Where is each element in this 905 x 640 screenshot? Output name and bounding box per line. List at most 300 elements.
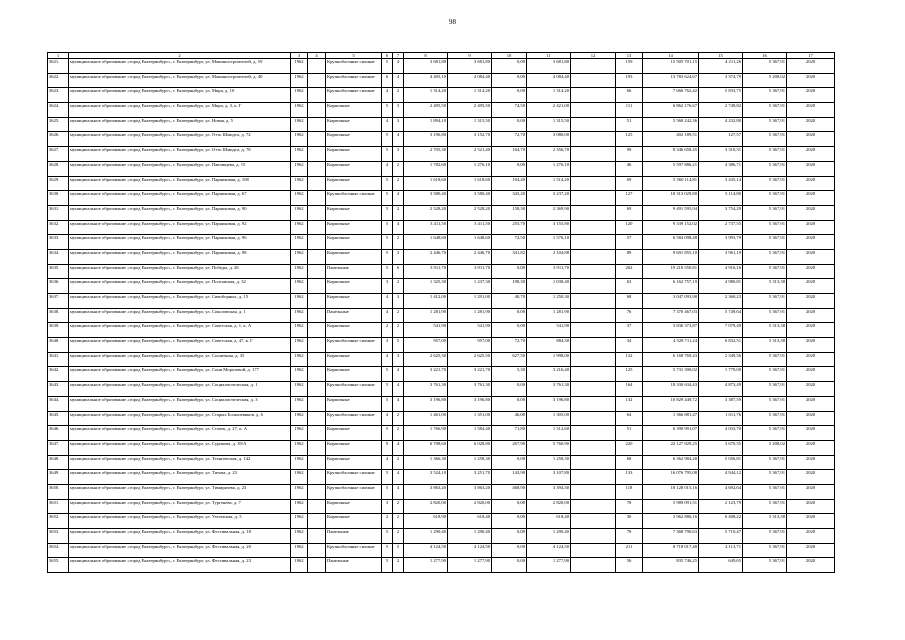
- row-number: 3627.: [48, 147, 69, 162]
- repair-cost-cell: 3 836 373,87: [643, 323, 699, 338]
- empty-cell: [308, 499, 326, 514]
- year-built-cell: 1962: [291, 88, 308, 103]
- unit-cost-cell: 4 232,80: [699, 117, 743, 132]
- wall-material-cell: Кирпичные: [326, 147, 382, 162]
- address-cell: муниципальное образование «город Екатеринбург», г. Екатеринбург, ул. Павлищева, д. 15: [69, 161, 291, 176]
- living-area-cell: 1 276,10: [448, 161, 492, 176]
- plan-year-cell: 2020: [787, 440, 835, 455]
- plan-year-cell: 2020: [787, 411, 835, 426]
- empty-cell: [571, 367, 616, 382]
- year-built-cell: 1962: [291, 470, 308, 485]
- nonresidential-area-cell: 255,70: [492, 220, 527, 235]
- entrances-cell: 2: [393, 161, 404, 176]
- residents-cell: 111: [616, 103, 643, 118]
- year-built-cell: 1962: [291, 73, 308, 88]
- residential-area-cell: 2 356,70: [527, 147, 571, 162]
- residential-area-cell: 3 911,70: [527, 264, 571, 279]
- housing-register-table: [47, 52, 835, 573]
- limit-cost-cell: 5 367,91: [743, 558, 787, 573]
- floors-cell: 5: [382, 264, 393, 279]
- wall-material-cell: Кирпичные: [326, 176, 382, 191]
- empty-cell: [571, 205, 616, 220]
- nonresidential-area-cell: 0,00: [492, 117, 527, 132]
- repair-cost-cell: 13 783 624,67: [643, 73, 699, 88]
- year-built-cell: 1962: [291, 529, 308, 544]
- column-number-header: 15: [699, 53, 743, 59]
- floors-cell: 4: [382, 294, 393, 309]
- residential-area-cell: 1 038,40: [527, 279, 571, 294]
- entrances-cell: 3: [393, 117, 404, 132]
- table-row: [48, 220, 835, 235]
- repair-cost-cell: 6 168 769,43: [643, 352, 699, 367]
- total-area-cell: 3 524,10: [404, 470, 448, 485]
- entrances-cell: 2: [393, 88, 404, 103]
- repair-cost-cell: 7 368 790,63: [643, 529, 699, 544]
- address-cell: муниципальное образование «город Екатеринбург», г. Екатеринбург, ул. Парниковая, д. 90: [69, 205, 291, 220]
- table-row: [48, 426, 835, 441]
- living-area-cell: 2 625,50: [448, 352, 492, 367]
- living-area-cell: 3 411,50: [448, 220, 492, 235]
- plan-year-cell: 2020: [787, 191, 835, 206]
- table-row: [48, 323, 835, 338]
- residents-cell: 164: [616, 382, 643, 397]
- repair-cost-cell: 1 366 881,47: [643, 411, 699, 426]
- table-row: [48, 249, 835, 264]
- empty-cell: [571, 338, 616, 353]
- empty-cell: [308, 558, 326, 573]
- limit-cost-cell: 5 367,91: [743, 484, 787, 499]
- empty-cell: [308, 235, 326, 250]
- empty-cell: [571, 264, 616, 279]
- unit-cost-cell: 3 310,31: [699, 147, 743, 162]
- row-number: 3626.: [48, 132, 69, 147]
- plan-year-cell: 2020: [787, 514, 835, 529]
- living-area-cell: 2 528,20: [448, 205, 492, 220]
- total-area-cell: 618,90: [404, 514, 448, 529]
- empty-cell: [571, 308, 616, 323]
- address-cell: муниципальное образование «город Екатеринбург», г. Екатеринбург, ул. Мира, д. 10: [69, 88, 291, 103]
- repair-cost-cell: 22 127 829,25: [643, 440, 699, 455]
- year-built-cell: 1962: [291, 484, 308, 499]
- wall-material-cell: Крупноблочные силикат: [326, 338, 382, 353]
- total-area-cell: 2 820,00: [404, 499, 448, 514]
- entrances-cell: 3: [393, 352, 404, 367]
- row-number: 3647.: [48, 440, 69, 455]
- unit-cost-cell: 3 670,35: [699, 440, 743, 455]
- empty-cell: [308, 470, 326, 485]
- repair-cost-cell: 3 962 886,16: [643, 514, 699, 529]
- plan-year-cell: 2020: [787, 426, 835, 441]
- living-area-cell: 6 028,80: [448, 440, 492, 455]
- residents-cell: 78: [616, 499, 643, 514]
- residential-area-cell: 1 250,30: [527, 294, 571, 309]
- year-built-cell: 1962: [291, 455, 308, 470]
- entrances-cell: 3: [393, 147, 404, 162]
- living-area-cell: 1 648,60: [448, 235, 492, 250]
- floors-cell: 4: [382, 411, 393, 426]
- wall-material-cell: Кирпичные: [326, 249, 382, 264]
- floors-cell: 4: [382, 352, 393, 367]
- nonresidential-area-cell: 72,70: [492, 132, 527, 147]
- year-built-cell: 1962: [291, 103, 308, 118]
- empty-cell: [308, 455, 326, 470]
- total-area-cell: 6 708,60: [404, 440, 448, 455]
- year-built-cell: 1962: [291, 558, 308, 573]
- unit-cost-cell: 3 754,29: [699, 205, 743, 220]
- living-area-cell: 1 237,30: [448, 279, 492, 294]
- empty-cell: [571, 235, 616, 250]
- entrances-cell: 2: [393, 558, 404, 573]
- empty-cell: [308, 514, 326, 529]
- residential-area-cell: 5 760,90: [527, 440, 571, 455]
- nonresidential-area-cell: 104,40: [492, 176, 527, 191]
- limit-cost-cell: 5 367,91: [743, 411, 787, 426]
- empty-cell: [308, 308, 326, 323]
- table-row: [48, 132, 835, 147]
- row-number: 3645.: [48, 411, 69, 426]
- entrances-cell: 4: [393, 220, 404, 235]
- total-area-cell: 1 894,10: [404, 117, 448, 132]
- residents-cell: 133: [616, 470, 643, 485]
- plan-year-cell: 2020: [787, 132, 835, 147]
- total-area-cell: 1 782,60: [404, 161, 448, 176]
- unit-cost-cell: 5 833,75: [699, 88, 743, 103]
- table-row: [48, 396, 835, 411]
- year-built-cell: 1962: [291, 426, 308, 441]
- floors-cell: 3: [382, 499, 393, 514]
- nonresidential-area-cell: 0,00: [492, 558, 527, 573]
- floors-cell: 4: [382, 117, 393, 132]
- table-body: [48, 59, 835, 573]
- table-row: [48, 59, 835, 74]
- table-row: [48, 308, 835, 323]
- total-area-cell: 3 221,70: [404, 367, 448, 382]
- empty-cell: [571, 352, 616, 367]
- residential-area-cell: 1 277,90: [527, 558, 571, 573]
- floors-cell: 5: [382, 426, 393, 441]
- row-number: 3650.: [48, 484, 69, 499]
- total-area-cell: 3 681,80: [404, 59, 448, 74]
- wall-material-cell: Крупноблочные силикат: [326, 543, 382, 558]
- living-area-cell: 3 580,40: [448, 191, 492, 206]
- entrances-cell: 4: [393, 440, 404, 455]
- living-area-cell: 3 152,70: [448, 132, 492, 147]
- empty-cell: [308, 529, 326, 544]
- empty-cell: [308, 88, 326, 103]
- nonresidential-area-cell: 164,70: [492, 147, 527, 162]
- table-row: [48, 470, 835, 485]
- wall-material-cell: Панельные: [326, 264, 382, 279]
- table-row: [48, 558, 835, 573]
- limit-cost-cell: 5 313,38: [743, 323, 787, 338]
- row-number: 3637.: [48, 294, 69, 309]
- address-cell: муниципальное образование «город Екатеринбург», г. Екатеринбург, ул. Парниковая, д. 108: [69, 176, 291, 191]
- table-row: [48, 529, 835, 544]
- total-area-cell: 1 290,40: [404, 529, 448, 544]
- plan-year-cell: 2020: [787, 264, 835, 279]
- residents-cell: 89: [616, 249, 643, 264]
- unit-cost-cell: 5 114,80: [699, 191, 743, 206]
- residents-cell: 51: [616, 117, 643, 132]
- nonresidential-area-cell: 0,00: [492, 382, 527, 397]
- repair-cost-cell: 9 691 855,10: [643, 249, 699, 264]
- empty-cell: [308, 147, 326, 162]
- residents-cell: 69: [616, 176, 643, 191]
- residents-cell: 66: [616, 88, 643, 103]
- unit-cost-cell: 649,65: [699, 558, 743, 573]
- empty-cell: [308, 73, 326, 88]
- residents-cell: 132: [616, 396, 643, 411]
- nonresidential-area-cell: 0,00: [492, 529, 527, 544]
- plan-year-cell: 2020: [787, 294, 835, 309]
- table-row: [48, 191, 835, 206]
- plan-year-cell: 2020: [787, 499, 835, 514]
- floors-cell: 5: [382, 235, 393, 250]
- empty-cell: [571, 73, 616, 88]
- empty-cell: [571, 132, 616, 147]
- column-number-header: 2: [69, 53, 291, 59]
- address-cell: муниципальное образование «город Екатеринбург», г. Екатеринбург, ул. Мира, д. 3, к. Г: [69, 103, 291, 118]
- empty-cell: [308, 367, 326, 382]
- floors-cell: 4: [382, 161, 393, 176]
- total-area-cell: 957,00: [404, 338, 448, 353]
- empty-cell: [308, 543, 326, 558]
- nonresidential-area-cell: 0,00: [492, 73, 527, 88]
- residential-area-cell: 3 080,00: [527, 132, 571, 147]
- year-built-cell: 1962: [291, 147, 308, 162]
- total-area-cell: 1 314,20: [404, 88, 448, 103]
- floors-cell: 4: [382, 308, 393, 323]
- entrances-cell: 2: [393, 426, 404, 441]
- nonresidential-area-cell: 0,00: [492, 543, 527, 558]
- empty-cell: [308, 440, 326, 455]
- address-cell: муниципальное образование «город Екатеринбург», г. Екатеринбург, ул. Тургенева, д. 7: [69, 499, 291, 514]
- row-number: 3643.: [48, 382, 69, 397]
- empty-cell: [571, 499, 616, 514]
- living-area-cell: 4 124,50: [448, 543, 492, 558]
- empty-cell: [571, 470, 616, 485]
- year-built-cell: 1962: [291, 264, 308, 279]
- column-number-header: 5: [326, 53, 382, 59]
- limit-cost-cell: 5 367,91: [743, 147, 787, 162]
- total-area-cell: 3 196,80: [404, 132, 448, 147]
- column-number-header: 4: [308, 53, 326, 59]
- address-cell: муниципальное образование «город Екатеринбург», г. Екатеринбург, ул. Парниковая, д. 67: [69, 191, 291, 206]
- residential-area-cell: 884,30: [527, 338, 571, 353]
- table-row: [48, 73, 835, 88]
- column-number-header: 14: [643, 53, 699, 59]
- limit-cost-cell: 5 367,91: [743, 529, 787, 544]
- nonresidential-area-cell: 72,50: [492, 235, 527, 250]
- address-cell: муниципальное образование «город Екатеринбург», г. Екатеринбург, ул. Машиностроителей, д. 40: [69, 73, 291, 88]
- wall-material-cell: Кирпичные: [326, 205, 382, 220]
- repair-cost-cell: 16 076 795,08: [643, 470, 699, 485]
- year-built-cell: 1962: [291, 191, 308, 206]
- year-built-cell: 1962: [291, 396, 308, 411]
- row-number: 3648.: [48, 455, 69, 470]
- entrances-cell: 6: [393, 264, 404, 279]
- empty-cell: [308, 191, 326, 206]
- address-cell: муниципальное образование «город Екатеринбург», г. Екатеринбург, ул. Парниковая, д. 98: [69, 249, 291, 264]
- empty-cell: [571, 161, 616, 176]
- table-row: [48, 294, 835, 309]
- empty-cell: [308, 352, 326, 367]
- residents-cell: 46: [616, 161, 643, 176]
- total-area-cell: 541,90: [404, 323, 448, 338]
- plan-year-cell: 2020: [787, 382, 835, 397]
- floors-cell: 5: [382, 396, 393, 411]
- empty-cell: [308, 484, 326, 499]
- empty-cell: [571, 558, 616, 573]
- total-area-cell: 2 625,30: [404, 352, 448, 367]
- wall-material-cell: Кирпичные: [326, 103, 382, 118]
- limit-cost-cell: 5 367,91: [743, 249, 787, 264]
- row-number: 3640.: [48, 338, 69, 353]
- nonresidential-area-cell: 0,00: [492, 323, 527, 338]
- address-cell: муниципальное образование «город Екатеринбург», г. Екатеринбург, ул. Отто Шмидта, д. 72: [69, 132, 291, 147]
- row-number: 3649.: [48, 470, 69, 485]
- nonresidential-area-cell: 72,70: [492, 338, 527, 353]
- entrances-cell: 2: [393, 411, 404, 426]
- empty-cell: [571, 543, 616, 558]
- entrances-cell: 2: [393, 323, 404, 338]
- nonresidential-area-cell: 46,00: [492, 411, 527, 426]
- table-row: [48, 176, 835, 191]
- table-row: [48, 279, 835, 294]
- plan-year-cell: 2020: [787, 235, 835, 250]
- address-cell: муниципальное образование «город Екатеринбург», г. Екатеринбург, ул. Социалистическая, д. 1: [69, 382, 291, 397]
- table-row: [48, 411, 835, 426]
- empty-cell: [308, 59, 326, 74]
- empty-cell: [571, 514, 616, 529]
- table-row: [48, 264, 835, 279]
- repair-cost-cell: 19 210 550,81: [643, 264, 699, 279]
- total-area-cell: 3 196,80: [404, 396, 448, 411]
- nonresidential-area-cell: 158,30: [492, 205, 527, 220]
- limit-cost-cell: 5 313,38: [743, 279, 787, 294]
- residents-cell: 127: [616, 191, 643, 206]
- residential-area-cell: 3 107,80: [527, 470, 571, 485]
- unit-cost-cell: 5 749,64: [699, 308, 743, 323]
- address-cell: муниципальное образование «город Екатеринбург», г. Екатеринбург, ул. Старых Большевиков, д. 6: [69, 411, 291, 426]
- empty-cell: [571, 382, 616, 397]
- floors-cell: 2: [382, 323, 393, 338]
- unit-cost-cell: 2 123,79: [699, 499, 743, 514]
- unit-cost-cell: 4 873,49: [699, 382, 743, 397]
- residents-cell: 68: [616, 455, 643, 470]
- unit-cost-cell: 1 011,76: [699, 411, 743, 426]
- residents-cell: 64: [616, 411, 643, 426]
- residents-cell: 37: [616, 323, 643, 338]
- living-area-cell: 1 258,30: [448, 455, 492, 470]
- year-built-cell: 1962: [291, 117, 308, 132]
- living-area-cell: 541,90: [448, 323, 492, 338]
- column-number-header: 11: [527, 53, 571, 59]
- plan-year-cell: 2020: [787, 338, 835, 353]
- limit-cost-cell: 5 367,91: [743, 176, 787, 191]
- empty-cell: [571, 323, 616, 338]
- repair-cost-cell: 8 718 017,48: [643, 543, 699, 558]
- limit-cost-cell: 5 208,02: [743, 440, 787, 455]
- address-cell: муниципальное образование «город Екатеринбург», г. Екатеринбург, ул. Титова, д. 23: [69, 470, 291, 485]
- limit-cost-cell: 5 208,02: [743, 73, 787, 88]
- row-number: 3621.: [48, 59, 69, 74]
- living-area-cell: 3 761,30: [448, 382, 492, 397]
- entrances-cell: 5: [393, 338, 404, 353]
- year-built-cell: 1962: [291, 514, 308, 529]
- unit-cost-cell: 4 980,81: [699, 279, 743, 294]
- row-number: 3651.: [48, 499, 69, 514]
- nonresidential-area-cell: 71,80: [492, 426, 527, 441]
- repair-cost-cell: 18 313 029,80: [643, 191, 699, 206]
- empty-cell: [571, 440, 616, 455]
- floors-cell: 4: [382, 455, 393, 470]
- floors-cell: 5: [382, 220, 393, 235]
- plan-year-cell: 2020: [787, 279, 835, 294]
- nonresidential-area-cell: 0,00: [492, 264, 527, 279]
- column-number-header: 6: [382, 53, 393, 59]
- table-row: [48, 499, 835, 514]
- limit-cost-cell: 5 367,91: [743, 308, 787, 323]
- year-built-cell: 1962: [291, 59, 308, 74]
- wall-material-cell: Кирпичные: [326, 367, 382, 382]
- living-area-cell: 1 290,40: [448, 529, 492, 544]
- plan-year-cell: 2020: [787, 103, 835, 118]
- entrances-cell: 4: [393, 73, 404, 88]
- wall-material-cell: Кирпичные: [326, 132, 382, 147]
- entrances-cell: 2: [393, 514, 404, 529]
- unit-cost-cell: 2 349,56: [699, 352, 743, 367]
- repair-cost-cell: 5 597 886,21: [643, 161, 699, 176]
- residents-cell: 120: [616, 220, 643, 235]
- year-built-cell: 1962: [291, 543, 308, 558]
- empty-cell: [571, 279, 616, 294]
- residential-area-cell: 3 681,80: [527, 59, 571, 74]
- address-cell: муниципальное образование «город Екатеринбург», г. Екатеринбург, ул. Новая, д. 5: [69, 117, 291, 132]
- column-number-header: 9: [448, 53, 492, 59]
- residential-area-cell: 2 369,90: [527, 205, 571, 220]
- residential-area-cell: 1 514,20: [527, 176, 571, 191]
- unit-cost-cell: 4 944,12: [699, 470, 743, 485]
- residents-cell: 211: [616, 543, 643, 558]
- table-row: [48, 514, 835, 529]
- plan-year-cell: 2020: [787, 558, 835, 573]
- wall-material-cell: Крупноблочные силикат: [326, 411, 382, 426]
- row-number: 3644.: [48, 396, 69, 411]
- residents-cell: 118: [616, 484, 643, 499]
- plan-year-cell: 2020: [787, 308, 835, 323]
- total-area-cell: 3 863,20: [404, 484, 448, 499]
- entrances-cell: 2: [393, 529, 404, 544]
- nonresidential-area-cell: 5,30: [492, 367, 527, 382]
- address-cell: муниципальное образование «город Екатеринбург», г. Екатеринбург, ул. Парниковая, д. 92: [69, 220, 291, 235]
- unit-cost-cell: 2 113,71: [699, 543, 743, 558]
- living-area-cell: 2 521,40: [448, 147, 492, 162]
- unit-cost-cell: 3 387,59: [699, 396, 743, 411]
- nonresidential-area-cell: 627,50: [492, 352, 527, 367]
- residential-area-cell: 1 276,10: [527, 161, 571, 176]
- plan-year-cell: 2020: [787, 249, 835, 264]
- table-row: [48, 543, 835, 558]
- entrances-cell: 2: [393, 279, 404, 294]
- residential-area-cell: 4 084,40: [527, 73, 571, 88]
- living-area-cell: 1 315,50: [448, 117, 492, 132]
- entrances-cell: 4: [393, 367, 404, 382]
- limit-cost-cell: 5 367,91: [743, 543, 787, 558]
- limit-cost-cell: 5 367,91: [743, 220, 787, 235]
- residential-area-cell: 3 155,80: [527, 220, 571, 235]
- residential-area-cell: 1 512,60: [527, 426, 571, 441]
